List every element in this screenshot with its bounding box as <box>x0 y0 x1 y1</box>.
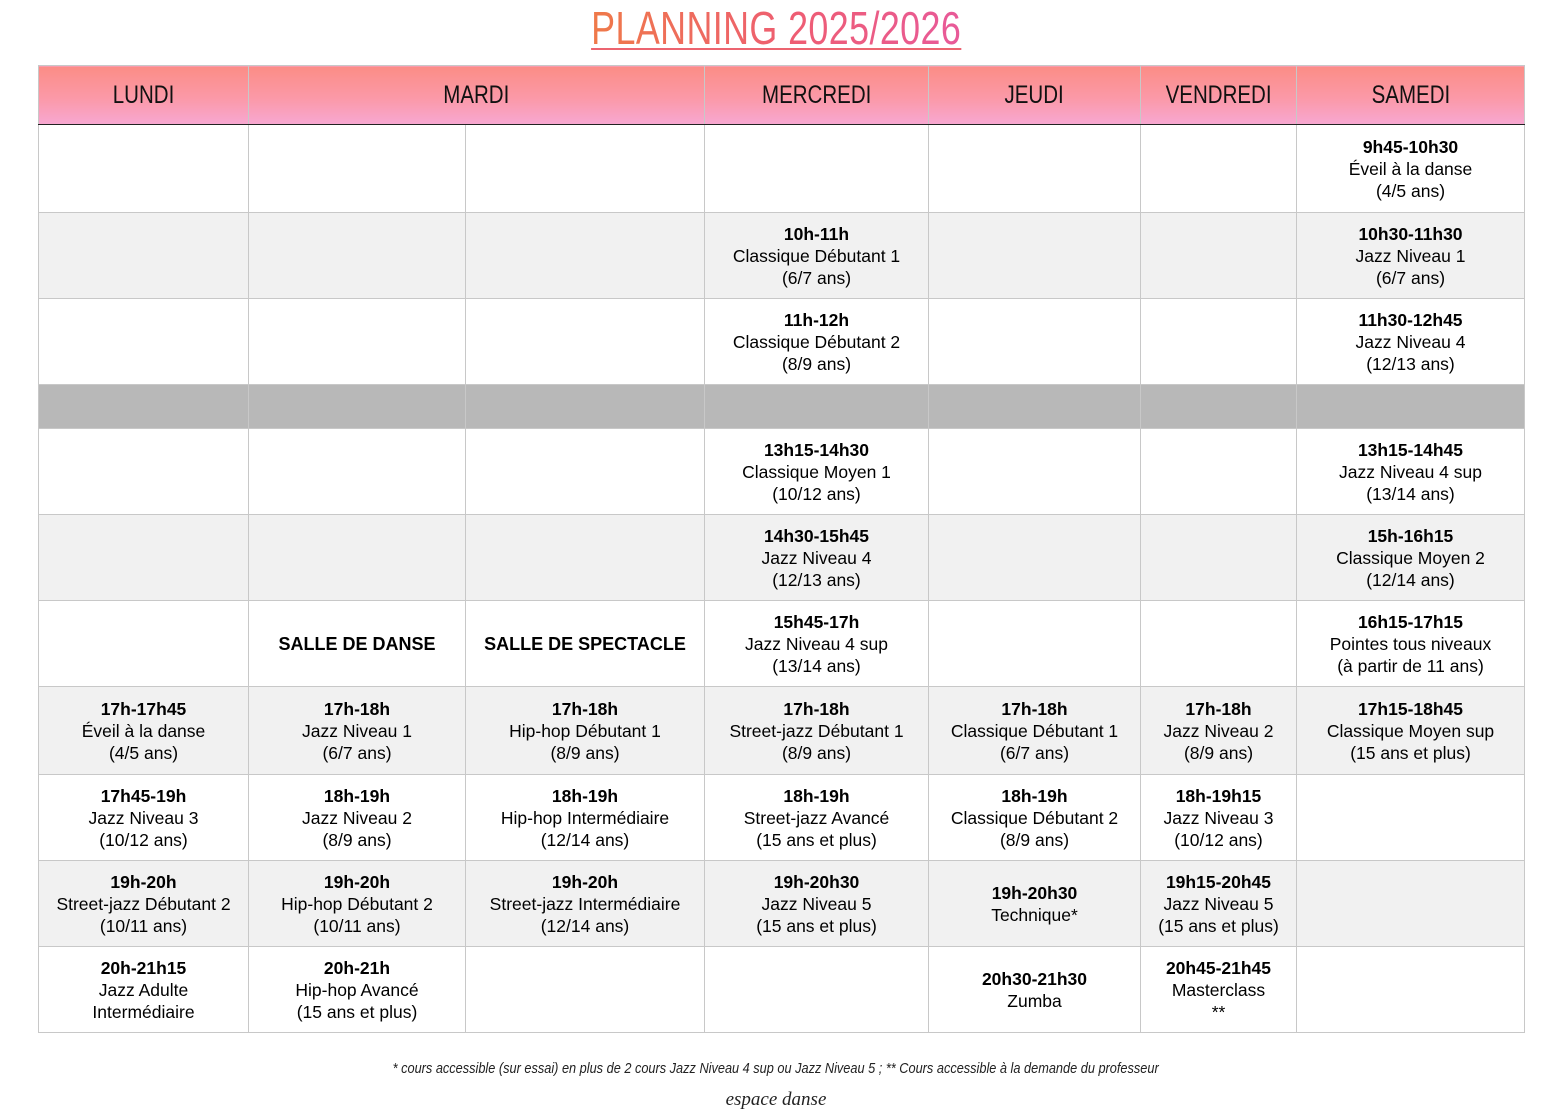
class-age: (10/12 ans) <box>772 483 861 504</box>
empty-cell <box>39 429 249 515</box>
class-age: Intermédiaire <box>92 1001 195 1022</box>
empty-cell <box>39 601 249 687</box>
empty-cell <box>466 213 705 299</box>
class-age: (10/12 ans) <box>1174 829 1263 850</box>
class-name: Classique Moyen 2 <box>1336 547 1485 568</box>
schedule-row <box>39 861 1525 947</box>
schedule-row <box>39 515 1525 601</box>
empty-cell <box>249 385 466 429</box>
class-cell-jeudi <box>929 861 1141 947</box>
class-cell-mercredi <box>705 515 929 601</box>
empty-cell <box>929 429 1141 515</box>
empty-cell <box>466 125 705 213</box>
class-name: Jazz Adulte <box>98 979 189 1000</box>
class-name: Jazz Niveau 2 <box>1163 720 1274 741</box>
class-time: 13h15-14h30 <box>763 439 870 460</box>
class-name: Jazz Niveau 1 <box>302 720 412 741</box>
empty-cell <box>929 385 1141 429</box>
schedule-row <box>39 299 1525 385</box>
class-age: (15 ans et plus) <box>1350 742 1471 763</box>
class-age: (15 ans et plus) <box>1158 915 1279 936</box>
class-age: (15 ans et plus) <box>756 829 877 850</box>
class-name: Jazz Niveau 5 <box>1163 893 1274 914</box>
empty-cell <box>466 515 705 601</box>
schedule-row <box>39 947 1525 1033</box>
schedule-row <box>39 775 1525 861</box>
empty-cell <box>1297 861 1525 947</box>
class-cell-lundi <box>39 687 249 775</box>
empty-cell <box>1297 947 1525 1033</box>
empty-cell <box>929 299 1141 385</box>
class-age: (15 ans et plus) <box>296 1001 418 1022</box>
empty-cell <box>929 601 1141 687</box>
class-age: (10/11 ans) <box>313 915 401 936</box>
schedule-row <box>39 687 1525 775</box>
class-cell-mercredi <box>705 213 929 299</box>
class-cell-samedi <box>1297 125 1525 213</box>
schedule-row <box>39 429 1525 515</box>
class-time: 17h15-18h45 <box>1357 698 1464 719</box>
class-name: Classique Débutant 2 <box>950 807 1119 828</box>
empty-cell <box>1141 125 1297 213</box>
class-cell-jeudi <box>929 687 1141 775</box>
empty-cell <box>1141 515 1297 601</box>
class-time: 10h-11h <box>783 223 850 244</box>
class-age: (8/9 ans) <box>322 829 392 850</box>
class-name: Pointes tous niveaux <box>1329 633 1492 654</box>
class-time: 15h45-17h <box>773 611 860 632</box>
class-cell-vendredi <box>1141 775 1297 861</box>
class-cell-mardi-spectacle <box>466 775 705 861</box>
class-cell-samedi <box>1297 515 1525 601</box>
empty-cell <box>39 299 249 385</box>
class-cell-mercredi <box>705 775 929 861</box>
class-cell-mardi-danse <box>249 687 466 775</box>
class-name: Jazz Niveau 4 <box>1355 331 1466 352</box>
empty-cell <box>249 213 466 299</box>
class-cell-lundi <box>39 947 249 1033</box>
empty-cell <box>929 125 1141 213</box>
class-time: 20h30-21h30 <box>981 968 1088 989</box>
class-age: (8/9 ans) <box>1183 742 1254 763</box>
empty-cell <box>249 299 466 385</box>
day-header-jeudi: JEUDI <box>929 66 1141 125</box>
empty-cell <box>249 515 466 601</box>
class-time: 18h-19h15 <box>1175 785 1262 806</box>
class-name: Technique* <box>991 904 1078 925</box>
class-cell-mercredi <box>705 299 929 385</box>
empty-cell <box>1297 775 1525 861</box>
class-name: Jazz Niveau 4 sup <box>745 633 888 654</box>
room-label-text: SALLE DE DANSE <box>278 633 436 654</box>
class-age: ** <box>1211 1001 1226 1022</box>
room-label-spectacle <box>466 601 705 687</box>
class-time: 19h-20h30 <box>991 882 1078 903</box>
class-cell-lundi <box>39 861 249 947</box>
schedule-row <box>39 125 1525 213</box>
empty-cell <box>1141 299 1297 385</box>
class-time: 17h-18h <box>323 698 391 719</box>
class-cell-mercredi <box>705 601 929 687</box>
empty-cell <box>249 429 466 515</box>
empty-cell <box>929 515 1141 601</box>
class-age: (8/9 ans) <box>781 742 852 763</box>
class-name: Masterclass <box>1171 979 1266 1000</box>
class-cell-mardi-spectacle <box>466 687 705 775</box>
empty-cell <box>1141 429 1297 515</box>
class-cell-mercredi <box>705 429 929 515</box>
class-cell-samedi <box>1297 687 1525 775</box>
class-time: 15h-16h15 <box>1367 525 1454 546</box>
class-age: (6/7 ans) <box>1375 267 1446 288</box>
class-time: 11h-12h <box>783 309 850 330</box>
class-time: 20h-21h15 <box>100 957 187 978</box>
class-cell-mardi-spectacle <box>466 861 705 947</box>
empty-cell <box>705 385 929 429</box>
empty-cell <box>39 385 249 429</box>
empty-cell <box>1141 601 1297 687</box>
day-header-lundi: LUNDI <box>39 66 249 125</box>
class-time: 17h-17h45 <box>100 698 187 719</box>
class-time: 14h30-15h45 <box>763 525 870 546</box>
empty-cell <box>1141 385 1297 429</box>
day-header-samedi: SAMEDI <box>1297 66 1525 125</box>
class-age: (8/9 ans) <box>550 742 620 763</box>
class-age: (12/14 ans) <box>540 829 630 850</box>
empty-cell <box>39 515 249 601</box>
class-name: Jazz Niveau 1 <box>1355 245 1466 266</box>
class-age: (4/5 ans) <box>108 742 179 763</box>
class-cell-mardi-danse <box>249 775 466 861</box>
footnote: * cours accessible (sur essai) en plus de 2 cours Jazz Niveau 4 sup ou Jazz Niveau 5 ; ** Cours accessible à la demande du professeur <box>392 1060 1160 1077</box>
class-cell-samedi <box>1297 429 1525 515</box>
class-time: 17h-18h <box>1185 698 1252 719</box>
class-time: 18h-19h <box>783 785 850 806</box>
empty-cell <box>705 947 929 1033</box>
class-age: (10/11 ans) <box>99 915 188 936</box>
class-time: 17h45-19h <box>100 785 187 806</box>
class-cell-samedi <box>1297 299 1525 385</box>
class-name: Classique Moyen 1 <box>742 461 891 482</box>
empty-cell <box>39 213 249 299</box>
class-age: (15 ans et plus) <box>756 915 877 936</box>
class-time: 19h-20h <box>551 871 619 892</box>
class-time: 19h15-20h45 <box>1165 871 1272 892</box>
class-time: 17h-18h <box>551 698 619 719</box>
day-header-mardi: MARDI <box>249 66 705 125</box>
class-name: Classique Débutant 1 <box>732 245 901 266</box>
class-cell-vendredi <box>1141 687 1297 775</box>
brand-name: espace danse <box>725 1089 827 1110</box>
class-time: 10h30-11h30 <box>1358 223 1463 244</box>
class-name: Street-jazz Débutant 1 <box>729 720 904 741</box>
empty-cell <box>1297 385 1525 429</box>
class-cell-lundi <box>39 775 249 861</box>
schedule-table <box>38 65 1525 1033</box>
class-cell-jeudi <box>929 947 1141 1033</box>
class-name: Jazz Niveau 3 <box>88 807 199 828</box>
class-age: (4/5 ans) <box>1375 180 1446 201</box>
empty-cell <box>466 429 705 515</box>
class-age: (6/7 ans) <box>781 267 852 288</box>
class-name: Street-jazz Avancé <box>743 807 890 828</box>
class-age: (à partir de 11 ans) <box>1337 655 1484 676</box>
class-cell-samedi <box>1297 601 1525 687</box>
class-cell-mardi-danse <box>249 861 466 947</box>
class-cell-mardi-danse <box>249 947 466 1033</box>
class-time: 9h45-10h30 <box>1362 136 1459 157</box>
class-time: 11h30-12h45 <box>1358 309 1463 330</box>
class-name: Jazz Niveau 5 <box>761 893 872 914</box>
header-row <box>39 66 1525 125</box>
class-name: Zumba <box>1007 990 1062 1011</box>
class-name: Éveil à la danse <box>1348 158 1473 179</box>
empty-cell <box>466 385 705 429</box>
day-header-vendredi: VENDREDI <box>1141 66 1297 125</box>
class-time: 19h-20h <box>323 871 391 892</box>
schedule-row <box>39 213 1525 299</box>
class-cell-vendredi <box>1141 947 1297 1033</box>
class-name: Street-jazz Intermédiaire <box>489 893 681 914</box>
lunch-break-row <box>39 385 1525 429</box>
empty-cell <box>466 299 705 385</box>
class-time: 19h-20h <box>110 871 177 892</box>
class-name: Éveil à la danse <box>81 720 206 741</box>
class-name: Jazz Niveau 2 <box>302 807 412 828</box>
day-header-mercredi: MERCREDI <box>705 66 929 125</box>
class-time: 17h-18h <box>1001 698 1068 719</box>
class-age: (13/14 ans) <box>1366 483 1455 504</box>
class-age: (6/7 ans) <box>322 742 392 763</box>
class-cell-mercredi <box>705 861 929 947</box>
class-time: 17h-18h <box>783 698 850 719</box>
class-age: (13/14 ans) <box>772 655 861 676</box>
class-name: Hip-hop Avancé <box>295 979 419 1000</box>
class-cell-mercredi <box>705 687 929 775</box>
class-age: (8/9 ans) <box>999 829 1070 850</box>
class-time: 18h-19h <box>551 785 619 806</box>
empty-cell <box>705 125 929 213</box>
class-name: Hip-hop Débutant 2 <box>281 893 433 914</box>
class-name: Classique Moyen sup <box>1326 720 1495 741</box>
room-label-text: SALLE DE SPECTACLE <box>484 633 686 654</box>
class-time: 18h-19h <box>323 785 391 806</box>
class-name: Hip-hop Débutant 1 <box>509 720 661 741</box>
class-age: (12/13 ans) <box>1366 353 1455 374</box>
class-age: (12/13 ans) <box>772 569 861 590</box>
class-age: (10/12 ans) <box>99 829 188 850</box>
class-age: (12/14 ans) <box>1366 569 1455 590</box>
class-name: Jazz Niveau 3 <box>1163 807 1274 828</box>
class-cell-jeudi <box>929 775 1141 861</box>
class-name: Street-jazz Débutant 2 <box>56 893 231 914</box>
class-name: Classique Débutant 1 <box>950 720 1119 741</box>
class-cell-vendredi <box>1141 861 1297 947</box>
empty-cell <box>1141 213 1297 299</box>
class-time: 13h15-14h45 <box>1357 439 1464 460</box>
class-cell-samedi <box>1297 213 1525 299</box>
class-name: Jazz Niveau 4 <box>761 547 872 568</box>
class-age: (8/9 ans) <box>781 353 852 374</box>
empty-cell <box>466 947 705 1033</box>
class-time: 18h-19h <box>1001 785 1068 806</box>
empty-cell <box>929 213 1141 299</box>
class-time: 20h-21h <box>323 957 391 978</box>
empty-cell <box>39 125 249 213</box>
empty-cell <box>249 125 466 213</box>
schedule-row <box>39 601 1525 687</box>
class-name: Jazz Niveau 4 sup <box>1339 461 1482 482</box>
class-age: (6/7 ans) <box>999 742 1070 763</box>
class-time: 16h15-17h15 <box>1357 611 1464 632</box>
class-age: (12/14 ans) <box>540 915 630 936</box>
class-time: 19h-20h30 <box>773 871 860 892</box>
class-time: 20h45-21h45 <box>1165 957 1272 978</box>
class-name: Hip-hop Intermédiaire <box>500 807 670 828</box>
page-title: PLANNING 2025/2026 <box>0 0 1552 58</box>
class-name: Classique Débutant 2 <box>732 331 901 352</box>
room-label-danse <box>249 601 466 687</box>
